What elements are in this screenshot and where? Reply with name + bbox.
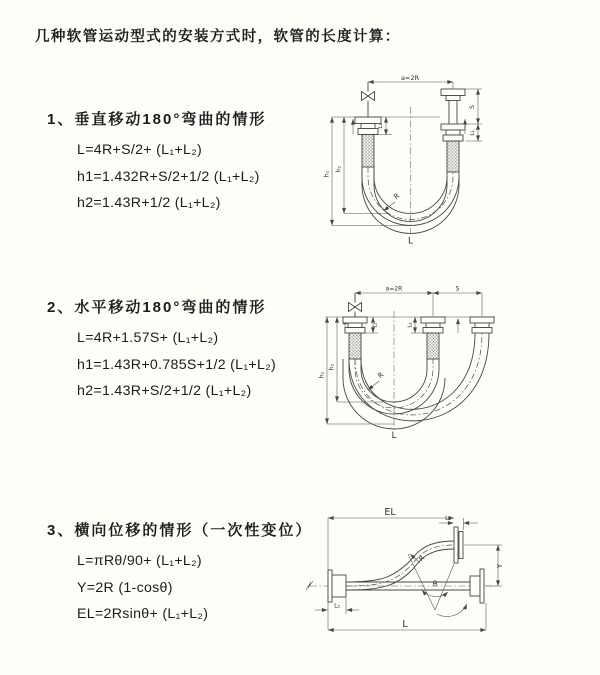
right-flange-fitting <box>470 317 494 333</box>
section-horizontal-movement <box>47 296 276 405</box>
dim-label-l: L <box>407 236 414 247</box>
dim-label-l2: L₂ <box>470 130 476 136</box>
formula-el: EL=2Rsinθ+ (L₁+L₂) <box>77 606 209 622</box>
hose-u-bend <box>343 333 489 429</box>
dimension-lines <box>319 286 483 425</box>
formula-h1: h1=1.43R+0.785S+1/2 (L₁+L₂) <box>77 356 277 373</box>
dim-label-l1: L₁ <box>372 322 379 328</box>
dim-label-s: S <box>469 105 476 109</box>
formula-h2: h2=1.43R+1/2 (L₁+L₂) <box>77 195 221 211</box>
dim-label-l2: L₂ <box>334 602 340 610</box>
section-vertical-movement <box>47 108 266 217</box>
section-2-heading: 2、水平移动180°弯曲的情形 <box>47 299 267 316</box>
dim-label-h1: h₁ <box>323 170 331 178</box>
dim-label-r: R <box>417 553 427 564</box>
diagram-lateral-displacement <box>302 504 598 639</box>
middle-flange-fitting <box>421 317 445 359</box>
left-flange-fitting <box>328 570 346 602</box>
dim-label-el: EL <box>384 507 396 518</box>
formula-h2: h2=1.43R+S/2+1/2 (L₁+L₂) <box>77 383 252 399</box>
formula-length: L=4R+1.57S+ (L₁+L₂) <box>77 330 219 346</box>
dim-label-l: L <box>391 431 397 441</box>
section-lateral-displacement <box>47 519 312 628</box>
diagram-horizontal-movement <box>315 281 600 441</box>
section-1-heading: 1、垂直移动180°弯曲的情形 <box>47 111 267 128</box>
dim-label-theta: θ <box>432 580 438 588</box>
section-3-formulas <box>77 548 312 628</box>
dim-label-l: L <box>402 619 408 630</box>
section-2-formulas <box>77 325 276 405</box>
dim-label-l1: L₁ <box>378 123 384 129</box>
diagram-vertical-movement <box>318 72 593 247</box>
dim-label-l2: L₂ <box>407 322 414 328</box>
dim-label-a2r: a=2R <box>400 74 420 82</box>
dim-label-l1: L₁ <box>445 515 451 522</box>
radius-callout <box>368 371 385 390</box>
upper-right-flange-fitting <box>454 527 463 563</box>
formula-y: Y=2R (1-cosθ) <box>77 579 173 596</box>
right-flange-fitting <box>441 89 465 172</box>
dim-label-s: S <box>455 285 460 293</box>
dim-label-h1: h₁ <box>318 371 326 379</box>
dim-label-r: R <box>392 191 402 202</box>
radius-callout <box>384 192 402 211</box>
formula-h1: h1=1.432R+S/2+1/2 (L₁+L₂) <box>77 168 260 185</box>
lower-right-flange-fitting <box>470 569 484 603</box>
dim-label-h2: h₂ <box>328 363 336 371</box>
valve-icon <box>362 82 375 117</box>
s-curve-hose <box>346 541 454 590</box>
dim-label-a2r: a=2R <box>385 285 403 293</box>
dim-label-y: Y <box>496 563 504 569</box>
section-1-formulas <box>77 137 266 217</box>
valve-icon <box>349 293 362 317</box>
dimension-lines <box>315 507 504 630</box>
page-title: 几种软管运动型式的安装方式时，软管的长度计算： <box>35 29 401 45</box>
section-3-heading: 3、横向位移的情形（一次性变位） <box>47 522 313 539</box>
dim-label-r: R <box>376 370 386 381</box>
dim-label-h2: h₂ <box>335 165 343 173</box>
left-flange-fitting <box>343 317 367 359</box>
formula-length: L=4R+S/2+ (L₁+L₂) <box>77 142 203 158</box>
formula-length: L=πRθ/90+ (L₁+L₂) <box>77 553 202 569</box>
